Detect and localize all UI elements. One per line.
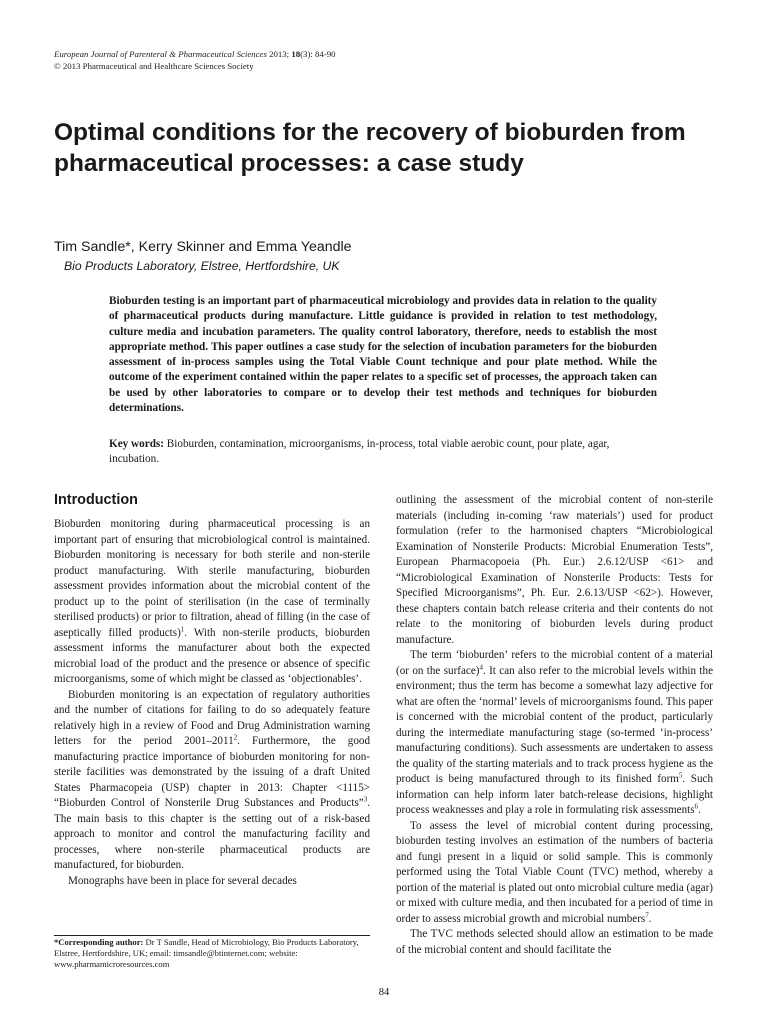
text-run: Bioburden monitoring during pharmaceutical processing is an important part of ensuring that microbiological control is maintained. Bioburden monitoring is necessary for both sterile and non-sterile product manufacturing. With sterile manufacturing, bioburden assessment provides information about the microbial content of the product up to the point of sterilisation (in the case of terminally sterilised products) or prior to filtration, ahead of filling (in the case of aseptically filled products) [54, 518, 370, 639]
text-run: . The main basis to this chapter is the setting out of a risk-based approach to monitor and control the manufacturing facility and processes, where non-sterile pharmaceutical products are manufactured, for bioburden. [54, 797, 370, 872]
reference-marker: 1 [180, 624, 185, 633]
text-run: To assess the level of microbial content during processing, bioburden testing involves an estimation of the numbers of bacteria and fungi present in a liquid or solid sample. This is commonly performed using the Total Viable Count (TVC) method, whereby a portion of the material is plated out onto microbial culture media (agar) or mixed with culture media, and then incubated for a period of time in order to assess microbial growth and microbial numbers [396, 819, 713, 925]
intro-paragraph-3-continued: outlining the assessment of the microbial content of non-sterile materials (including in-coming ‘raw materials’) used for product formulation (refer to the harmonised chapters “Microbiological Examination of Nonsterile Products: Microbial Enumeration Tests”, European Pharmacopoeia (Ph. Eur.) 2.6.12/USP <61> and “Microbiological Examination of Nonsterile Products: Tests for Specified Microorganisms”, Ph. Eur. 2.6.13/USP <62>). However, these chapters contain batch release criteria and their contents do not relate to the monitoring of bioburden levels during product manufacture. [396, 494, 713, 646]
keywords-text: Bioburden, contamination, microorganisms, in-process, total viable aerobic count, pour plate, agar, incubation. [109, 438, 610, 466]
reference-marker: 4 [479, 662, 483, 671]
text-run: . With non-sterile products, bioburden assessment informs the manufacturer about both the expected microbial load of the product and the presence or absence of specific microorganisms, some of which might be classed as ‘objectionables’. [54, 626, 370, 686]
journal-issue-pages: (3): 84-90 [300, 49, 336, 59]
text-run: . Such information can help inform later batch-release decisions, highlight process weaknesses and play a role in formulating risk assessments [396, 773, 713, 817]
section-heading-introduction: Introduction [54, 492, 138, 508]
page-number: 84 [378, 987, 390, 998]
journal-citation [54, 48, 336, 60]
article-keywords [109, 437, 657, 467]
right-column [396, 493, 713, 958]
journal-volume: 18 [291, 49, 301, 59]
text-run: . It can also refer to the microbial levels within the environment; thus the term has become a somewhat lazy adjective for what are often the ‘normal’ levels of microorganisms found. This paper is concerned with the microbial content of the product, particularly during the intermediate manufacturing stage (so-termed ‘in-process’ manufacturing conditions). Such assessments are undertaken to assess the quality of the starting materials and to track process hygiene as the product is being manufactured through to its finished form [396, 664, 713, 786]
article-authors: Tim Sandle*, Kerry Skinner and Emma Yeandle [54, 239, 352, 255]
footnote-text: Dr T Sandle, Head of Microbiology, Bio Products Laboratory, Elstree, Hertfordshire, UK; email: timsandle@btinternet.com; website: www.pharmamicroresources.com [54, 937, 359, 970]
keywords-label: Key words: [109, 438, 164, 450]
text-run: Bioburden monitoring is an expectation of regulatory authorities and the number of citations for failing to do so adequately feature relatively high in a review of Food and Drug Administration warning letters for the period 2001–2011 [54, 688, 370, 748]
text-run: . [698, 804, 701, 817]
text-run: . Furthermore, the good manufacturing practice importance of bioburden monitoring for non-sterile facilities was demonstrated by the issuing of a draft United States Pharmacopeia (USP) chapter in 2013: Chapter <1115> “Bioburden Control of Nonsterile Drug Substances and Products” [54, 735, 370, 810]
intro-paragraph-6: The TVC methods selected should allow an estimation to be made of the microbial content and should facilitate the [396, 928, 713, 956]
intro-paragraph-2 [54, 688, 370, 874]
text-run: The term ‘bioburden’ refers to the microbial content of a material (or on the surface) [396, 649, 713, 677]
journal-name: European Journal of Parenteral & Pharmaceutical Sciences [54, 49, 267, 59]
article-title: Optimal conditions for the recovery of bioburden from pharmaceutical processes: a case study [54, 119, 686, 177]
intro-paragraph-1 [54, 517, 370, 688]
article-affiliation: Bio Products Laboratory, Elstree, Hertfordshire, UK [64, 259, 340, 273]
reference-marker: 5 [678, 771, 683, 780]
intro-paragraph-4 [396, 648, 713, 819]
intro-paragraph-3: Monographs have been in place for several decades [68, 874, 297, 887]
article-abstract: Bioburden testing is an important part of pharmaceutical microbiology and provides data in relation to the quality of pharmaceutical products during manufacture. Little guidance is provided in relation to test methodology, culture media and incubation parameters. The quality control laboratory, therefore, needs to establish the most appropriate method. This paper outlines a case study for the selection of incubation parameters for the bioburden assessment of in-process samples using the Total Viable Count technique and pour plate method. While the outcome of the experiment contained within the paper relates to a specific set of processes, the approach taken can be used by other laboratories to compare or to develop their test methods and techniques for bioburden determinations. [109, 295, 657, 414]
corresponding-author-footnote [54, 937, 370, 971]
intro-paragraph-5 [396, 819, 713, 928]
reference-marker: 7 [645, 911, 649, 920]
text-run: . [648, 912, 652, 925]
footnote-divider [54, 935, 370, 936]
reference-marker: 3 [363, 795, 368, 804]
journal-copyright: © 2013 Pharmaceutical and Healthcare Sciences Society [54, 61, 254, 71]
left-column [54, 517, 370, 889]
journal-header [54, 48, 336, 72]
reference-marker: 6 [694, 802, 699, 811]
footnote-label: *Corresponding author: [54, 937, 144, 947]
journal-year: 2013; [269, 49, 290, 59]
reference-marker: 2 [233, 733, 238, 742]
